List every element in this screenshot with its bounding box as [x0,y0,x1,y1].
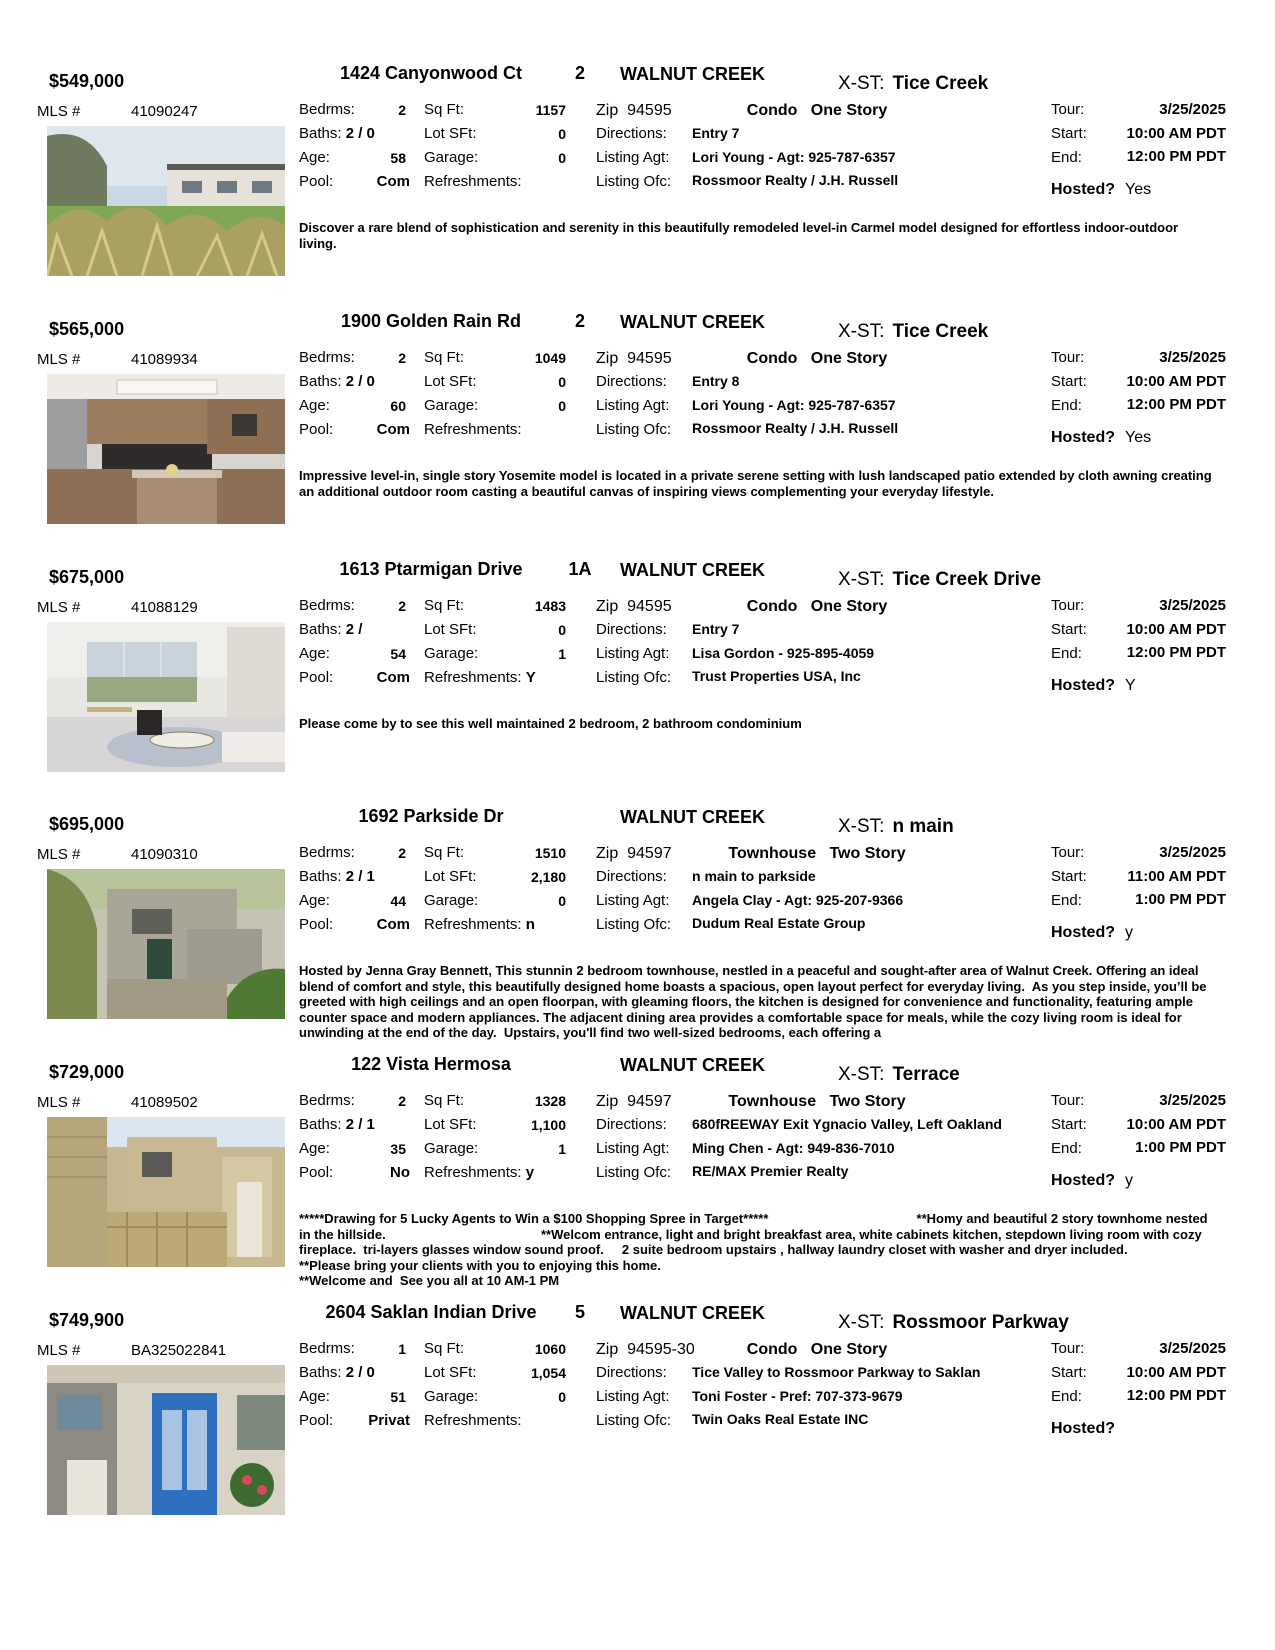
property-type: Condo One Story [746,598,888,615]
mls-number: BA325022841 [131,1342,227,1359]
lot-label: Lot SFt: [424,621,477,638]
bedrooms-label: Bedrms: [299,1092,355,1109]
listing-agent-value: Angela Clay - Agt: 925-207-9366 [692,892,904,908]
start-time: 10:00 AM PDT [1126,1364,1226,1381]
listing-address: 1424 Canyonwood Ct [339,63,523,83]
sqft-value: 1483 [534,598,566,614]
property-type: Condo One Story [746,102,888,119]
property-type: Condo One Story [746,1341,888,1358]
listing-agent-value: Lisa Gordon - 925-895-4059 [692,645,875,661]
age-value: 54 [390,646,406,662]
cross-street: X-ST: Tice Creek Drive [838,569,1042,590]
end-label: End: [1051,645,1082,662]
bedrooms-value: 2 [398,598,406,614]
mls-label: MLS # [37,1094,81,1111]
listing-address: 1692 Parkside Dr [358,806,504,826]
age-value: 60 [390,398,406,414]
mls-number: 41089502 [131,1094,198,1111]
listing-agent-label: Listing Agt: [596,1140,670,1157]
listing-price: $565,000 [49,319,125,339]
directions-label: Directions: [596,1116,667,1133]
pool-value: Privat [368,1412,410,1429]
bedrooms-value: 2 [398,1093,406,1109]
listing-card [0,806,1275,1068]
property-type: Condo One Story [746,350,888,367]
listing-photo [47,1365,285,1515]
end-label: End: [1051,1140,1082,1157]
pool-value: Com [376,669,410,686]
age-label: Age: [299,892,330,909]
bedrooms-label: Bedrms: [299,1340,355,1357]
listing-price: $695,000 [49,814,125,834]
pool-value: Com [376,173,410,190]
bedrooms-value: 2 [398,350,406,366]
listing-card [0,63,1275,325]
garage-value: 0 [558,1389,566,1405]
listing-office-label: Listing Ofc: [596,173,672,190]
mls-label: MLS # [37,103,81,120]
directions-value: Tice Valley to Rossmoor Parkway to Saklan [692,1364,981,1380]
end-time: 12:00 PM PDT [1126,1387,1226,1404]
listing-agent-label: Listing Agt: [596,397,670,414]
directions-value: Entry 7 [692,125,740,141]
directions-label: Directions: [596,125,667,142]
listing-price: $729,000 [49,1062,125,1082]
tour-date: 3/25/2025 [1159,1340,1226,1357]
start-time: 10:00 AM PDT [1126,125,1226,142]
lot-label: Lot SFt: [424,373,477,390]
tour-date: 3/25/2025 [1159,349,1226,366]
description-paragraph: *****Drawing for 5 Lucky Agents to Win a $100 Shopping Spree in Target***** **Homy and beautiful 2 story townhome nested in the hillside. **Welcom entrance, light and bright breakfast area, white cabinets kitchen, stepdown living room with cozy fireplace. tri-layers glasses window sound proof. 2 suite bedroom upstairs , hallway laundry closet with washer and dryer included. **Please bring your clients with you to enjoying this home. [299,1211,1218,1273]
start-time: 11:00 AM PDT [1127,868,1226,885]
end-time: 1:00 PM PDT [1135,1139,1226,1156]
sqft-label: Sq Ft: [424,1092,465,1109]
end-label: End: [1051,1388,1082,1405]
listing-address: 1613 Ptarmigan Drive [339,559,523,579]
end-label: End: [1051,397,1082,414]
listing-address: 122 Vista Hermosa [351,1054,511,1074]
refreshments-label: Refreshments: Y [424,669,536,686]
listing-price: $749,900 [49,1310,125,1330]
age-label: Age: [299,1140,330,1157]
end-time: 12:00 PM PDT [1126,148,1226,165]
description-paragraph: **Welcome and See you all at 10 AM-1 PM [299,1273,560,1288]
age-value: 51 [390,1389,406,1405]
cross-street: X-ST: Terrace [838,1064,960,1085]
refreshments-label: Refreshments: [424,173,522,190]
listing-agent-value: Lori Young - Agt: 925-787-6357 [692,149,896,165]
start-label: Start: [1051,1116,1087,1133]
pool-value: Com [376,916,410,933]
listing-office-label: Listing Ofc: [596,669,672,686]
description-paragraph: Discover a rare blend of sophistication and serenity in this beautifully remodeled level-in Carmel model designed for effortless indoor-outdoor living. [299,220,1182,251]
baths-label: Baths: 2 / 0 [299,1364,375,1381]
zip-field: Zip 94597 [596,845,672,862]
garage-value: 1 [558,1141,566,1157]
end-time: 12:00 PM PDT [1126,396,1226,413]
tour-label: Tour: [1051,1092,1085,1109]
listing-agent-value: Lori Young - Agt: 925-787-6357 [692,397,896,413]
age-label: Age: [299,645,330,662]
listing-photo [47,622,285,772]
listing-address: 1900 Golden Rain Rd [340,311,522,331]
listing-office-value: Twin Oaks Real Estate INC [692,1411,869,1427]
baths-label: Baths: 2 / 0 [299,125,375,142]
directions-label: Directions: [596,1364,667,1381]
listing-description [299,220,1219,251]
start-time: 10:00 AM PDT [1126,1116,1226,1133]
sqft-label: Sq Ft: [424,597,465,614]
pool-label: Pool: [299,669,334,686]
pool-label: Pool: [299,421,334,438]
end-label: End: [1051,149,1082,166]
hosted-field: Hosted? y [1051,924,1133,941]
listing-office-value: Rossmoor Realty / J.H. Russell [692,420,899,436]
tour-date: 3/25/2025 [1159,597,1226,614]
mls-label: MLS # [37,846,81,863]
listing-unit: 1A [568,559,592,579]
lot-label: Lot SFt: [424,1364,477,1381]
age-value: 58 [390,150,406,166]
garage-label: Garage: [424,645,479,662]
age-label: Age: [299,397,330,414]
pool-label: Pool: [299,916,334,933]
mls-label: MLS # [37,599,81,616]
sqft-label: Sq Ft: [424,1340,465,1357]
listing-office-value: Dudum Real Estate Group [692,915,866,931]
listing-agent-value: Toni Foster - Pref: 707-373-9679 [692,1388,903,1404]
sqft-label: Sq Ft: [424,349,465,366]
hosted-field: Hosted? Y [1051,677,1136,694]
cross-street: X-ST: Tice Creek [838,321,989,342]
start-label: Start: [1051,1364,1087,1381]
mls-label: MLS # [37,1342,81,1359]
listing-card [0,1302,1275,1564]
start-label: Start: [1051,125,1087,142]
start-label: Start: [1051,373,1087,390]
sqft-label: Sq Ft: [424,844,465,861]
tour-label: Tour: [1051,1340,1085,1357]
age-value: 44 [390,893,406,909]
garage-label: Garage: [424,1388,479,1405]
listing-office-value: Rossmoor Realty / J.H. Russell [692,172,899,188]
garage-value: 0 [558,150,566,166]
tour-date: 3/25/2025 [1159,844,1226,861]
age-label: Age: [299,1388,330,1405]
start-time: 10:00 AM PDT [1126,621,1226,638]
listing-description [299,468,1219,499]
mls-number: 41089934 [131,351,198,368]
mls-number: 41090310 [131,846,198,863]
lot-label: Lot SFt: [424,1116,477,1133]
mls-number: 41088129 [131,599,198,616]
tour-date: 3/25/2025 [1159,101,1226,118]
start-time: 10:00 AM PDT [1126,373,1226,390]
zip-field: Zip 94595 [596,598,672,615]
pool-label: Pool: [299,173,334,190]
listing-description [299,963,1219,1041]
lot-label: Lot SFt: [424,125,477,142]
lot-label: Lot SFt: [424,868,477,885]
mls-label: MLS # [37,351,81,368]
listing-photo [47,1117,285,1267]
listing-city: WALNUT CREEK [620,312,765,332]
garage-label: Garage: [424,397,479,414]
zip-field: Zip 94595 [596,350,672,367]
end-label: End: [1051,892,1082,909]
hosted-field: Hosted? Yes [1051,429,1152,446]
description-paragraph: Please come by to see this well maintained 2 bedroom, 2 bathroom condominium [299,716,802,731]
sqft-label: Sq Ft: [424,101,465,118]
listing-agent-label: Listing Agt: [596,892,670,909]
listing-photo [47,869,285,1019]
cross-street: X-ST: n main [838,816,954,837]
listing-unit: 2 [574,63,585,83]
hosted-field: Hosted? Yes [1051,181,1152,198]
listing-office-label: Listing Ofc: [596,1164,672,1181]
baths-label: Baths: 2 / [299,621,363,638]
listing-card [0,311,1275,573]
lot-value: 1,100 [530,1117,566,1133]
baths-label: Baths: 2 / 0 [299,373,375,390]
bedrooms-label: Bedrms: [299,101,355,118]
tour-label: Tour: [1051,597,1085,614]
listing-office-label: Listing Ofc: [596,916,672,933]
start-label: Start: [1051,868,1087,885]
lot-value: 1,054 [530,1365,566,1381]
baths-label: Baths: 2 / 1 [299,1116,375,1133]
bedrooms-label: Bedrms: [299,349,355,366]
tour-label: Tour: [1051,101,1085,118]
zip-field: Zip 94595-30 [596,1341,695,1358]
listing-agent-label: Listing Agt: [596,149,670,166]
directions-value: Entry 8 [692,373,740,389]
mls-number: 41090247 [131,103,198,120]
pool-label: Pool: [299,1412,334,1429]
tour-date: 3/25/2025 [1159,1092,1226,1109]
lot-value: 0 [558,622,566,638]
bedrooms-value: 2 [398,102,406,118]
listing-unit: 2 [574,311,585,331]
listing-card [0,1054,1275,1316]
cross-street: X-ST: Rossmoor Parkway [838,1312,1069,1333]
sqft-value: 1049 [534,350,566,366]
garage-label: Garage: [424,1140,479,1157]
bedrooms-label: Bedrms: [299,597,355,614]
pool-value: No [390,1164,410,1181]
lot-value: 0 [558,374,566,390]
zip-field: Zip 94597 [596,1093,672,1110]
start-label: Start: [1051,621,1087,638]
directions-value: Entry 7 [692,621,740,637]
listing-office-label: Listing Ofc: [596,421,672,438]
tour-label: Tour: [1051,349,1085,366]
listing-city: WALNUT CREEK [620,1303,765,1323]
end-time: 12:00 PM PDT [1126,644,1226,661]
sqft-value: 1060 [534,1341,566,1357]
sqft-value: 1510 [534,845,566,861]
listing-price: $675,000 [49,567,125,587]
listing-address: 2604 Saklan Indian Drive [325,1302,537,1322]
bedrooms-label: Bedrms: [299,844,355,861]
listing-card [0,559,1275,821]
directions-label: Directions: [596,868,667,885]
garage-value: 0 [558,398,566,414]
property-type: Townhouse Two Story [728,845,906,862]
end-time: 1:00 PM PDT [1135,891,1226,908]
refreshments-label: Refreshments: y [424,1164,535,1181]
listing-unit: 5 [574,1302,585,1322]
lot-value: 2,180 [530,869,566,885]
hosted-field: Hosted? y [1051,1172,1133,1189]
property-type: Townhouse Two Story [728,1093,906,1110]
directions-value: 680fREEWAY Exit Ygnacio Valley, Left Oakland [692,1116,1002,1132]
listing-city: WALNUT CREEK [620,560,765,580]
refreshments-label: Refreshments: [424,421,522,438]
listing-agent-value: Ming Chen - Agt: 949-836-7010 [692,1140,895,1156]
zip-field: Zip 94595 [596,102,672,119]
listing-price: $549,000 [49,71,125,91]
bedrooms-value: 2 [398,845,406,861]
pool-label: Pool: [299,1164,334,1181]
garage-value: 1 [558,646,566,662]
garage-label: Garage: [424,149,479,166]
listing-city: WALNUT CREEK [620,64,765,84]
tour-label: Tour: [1051,844,1085,861]
listing-description [299,1211,1219,1289]
bedrooms-value: 1 [398,1341,406,1357]
sqft-value: 1328 [534,1093,566,1109]
cross-street: X-ST: Tice Creek [838,73,989,94]
baths-label: Baths: 2 / 1 [299,868,375,885]
refreshments-label: Refreshments: n [424,916,535,933]
directions-label: Directions: [596,621,667,638]
listing-photo [47,126,285,276]
refreshments-label: Refreshments: [424,1412,522,1429]
sqft-value: 1157 [535,102,566,118]
lot-value: 0 [558,126,566,142]
age-value: 35 [390,1141,406,1157]
listing-city: WALNUT CREEK [620,1055,765,1075]
directions-label: Directions: [596,373,667,390]
listing-agent-label: Listing Agt: [596,1388,670,1405]
description-paragraph: Hosted by Jenna Gray Bennett, This stunnin 2 bedroom townhouse, nestled in a peaceful and sought-after area of Walnut Creek. Offering an ideal blend of comfort and style, this beautifully designed home boasts a spacious, open layout perfect for everyday living. As you step inside, you’ll be greeted with high ceilings and an open floorpan, with gleaming floors, the kitchen is designed for convenience and functionality, featuring ample counter space and modern appliances. The adjacent dining area provides a comfortable space for meals, while the cozy living room is ideal for unwinding at the end of the day. Upstairs, you'll find two well-sized bedrooms, each offering a [299,963,1211,1040]
hosted-field: Hosted? [1051,1420,1115,1437]
garage-label: Garage: [424,892,479,909]
listing-description [299,716,1219,732]
garage-value: 0 [558,893,566,909]
pool-value: Com [376,421,410,438]
age-label: Age: [299,149,330,166]
listing-city: WALNUT CREEK [620,807,765,827]
listing-office-value: RE/MAX Premier Realty [692,1163,849,1179]
listing-office-value: Trust Properties USA, Inc [692,668,861,684]
listing-agent-label: Listing Agt: [596,645,670,662]
directions-value: n main to parkside [692,868,816,884]
description-paragraph: Impressive level-in, single story Yosemite model is located in a private serene setting with lush landscaped patio extended by cloth awning creating an additional outdoor room casting a beautiful canvas of inspiring views complementing your everyday lifestyle. [299,468,1216,499]
listing-photo [47,374,285,524]
listing-office-label: Listing Ofc: [596,1412,672,1429]
